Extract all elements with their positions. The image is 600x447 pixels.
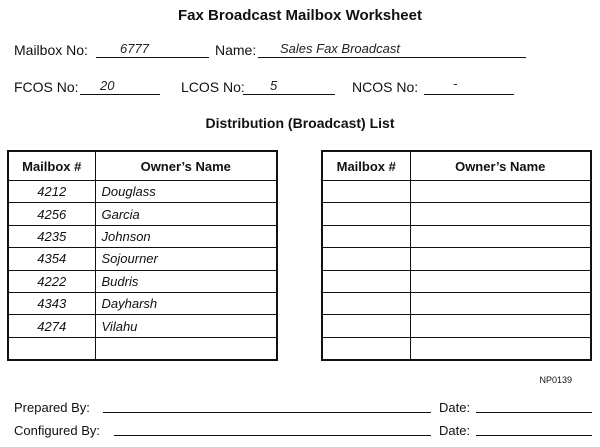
- mailbox-cell[interactable]: 4256: [8, 203, 95, 225]
- table-header-row: [322, 151, 591, 181]
- table-row: [8, 337, 277, 360]
- table-row: [8, 225, 277, 247]
- ncos-value[interactable]: -: [453, 76, 458, 91]
- distribution-table-right: [321, 150, 592, 361]
- ncos-line: [424, 94, 514, 95]
- table-row: [322, 292, 591, 314]
- mailbox-cell[interactable]: [322, 248, 410, 270]
- owner-cell[interactable]: Dayharsh: [95, 292, 277, 314]
- owner-cell[interactable]: [410, 292, 591, 314]
- name-value[interactable]: Sales Fax Broadcast: [280, 41, 400, 56]
- mailbox-cell[interactable]: 4274: [8, 315, 95, 337]
- ncos-label: NCOS No:: [352, 79, 419, 95]
- name-label: Name:: [215, 42, 257, 58]
- owner-cell[interactable]: Budris: [95, 270, 277, 292]
- owner-cell[interactable]: [410, 337, 591, 360]
- mailbox-cell[interactable]: 4354: [8, 248, 95, 270]
- mailbox-cell[interactable]: [322, 181, 410, 203]
- table-header-row: [8, 151, 277, 181]
- owner-cell[interactable]: Vilahu: [95, 315, 277, 337]
- owner-cell[interactable]: [410, 181, 591, 203]
- lcos-line: [243, 94, 335, 95]
- table-row: [322, 270, 591, 292]
- table-row: [8, 315, 277, 337]
- fcos-line: [80, 94, 160, 95]
- table-row: [322, 315, 591, 337]
- distribution-table-left: [7, 150, 278, 361]
- owner-cell[interactable]: [410, 248, 591, 270]
- mailbox-cell[interactable]: 4343: [8, 292, 95, 314]
- table-row: [322, 225, 591, 247]
- mailbox-column-header: Mailbox #: [322, 151, 410, 181]
- prepared-date-label: Date:: [439, 400, 471, 415]
- table-row: [8, 292, 277, 314]
- owner-cell[interactable]: [410, 225, 591, 247]
- name-line: [258, 57, 526, 58]
- table-row: [322, 248, 591, 270]
- mailbox-no-label: Mailbox No:: [14, 42, 88, 58]
- configured-date-line[interactable]: [476, 435, 592, 436]
- owner-column-header: Owner’s Name: [95, 151, 277, 181]
- mailbox-no-line: [96, 57, 209, 58]
- prepared-date-line[interactable]: [476, 412, 592, 413]
- owner-cell[interactable]: [410, 203, 591, 225]
- mailbox-cell[interactable]: [8, 337, 95, 360]
- configured-by-label: Configured By:: [14, 423, 100, 438]
- form-code: NP0139: [539, 375, 572, 385]
- table-row: [322, 203, 591, 225]
- distribution-list-title: Distribution (Broadcast) List: [205, 115, 395, 131]
- lcos-label: LCOS No:: [181, 79, 245, 95]
- owner-cell[interactable]: [410, 270, 591, 292]
- configured-date-label: Date:: [439, 423, 471, 438]
- fcos-label: FCOS No:: [14, 79, 79, 95]
- table-row: [8, 203, 277, 225]
- mailbox-cell[interactable]: [322, 203, 410, 225]
- owner-column-header: Owner’s Name: [410, 151, 591, 181]
- configured-by-line[interactable]: [114, 435, 431, 436]
- owner-cell[interactable]: Garcia: [95, 203, 277, 225]
- table-row: [322, 181, 591, 203]
- owner-cell[interactable]: Sojourner: [95, 248, 277, 270]
- table-row: [8, 248, 277, 270]
- fcos-value[interactable]: 20: [100, 78, 115, 93]
- worksheet-title: Fax Broadcast Mailbox Worksheet: [178, 7, 422, 24]
- table-row: [322, 337, 591, 360]
- mailbox-cell[interactable]: [322, 337, 410, 360]
- mailbox-cell[interactable]: [322, 225, 410, 247]
- mailbox-no-value[interactable]: 6777: [120, 41, 149, 56]
- mailbox-cell[interactable]: [322, 292, 410, 314]
- prepared-by-label: Prepared By:: [14, 400, 90, 415]
- mailbox-cell[interactable]: [322, 270, 410, 292]
- owner-cell[interactable]: Douglass: [95, 181, 277, 203]
- owner-cell[interactable]: [95, 337, 277, 360]
- mailbox-column-header: Mailbox #: [8, 151, 95, 181]
- table-row: [8, 181, 277, 203]
- owner-cell[interactable]: Johnson: [95, 225, 277, 247]
- lcos-value[interactable]: 5: [270, 78, 278, 93]
- mailbox-cell[interactable]: [322, 315, 410, 337]
- mailbox-cell[interactable]: 4222: [8, 270, 95, 292]
- owner-cell[interactable]: [410, 315, 591, 337]
- mailbox-cell[interactable]: 4212: [8, 181, 95, 203]
- mailbox-cell[interactable]: 4235: [8, 225, 95, 247]
- prepared-by-line[interactable]: [103, 412, 431, 413]
- table-row: [8, 270, 277, 292]
